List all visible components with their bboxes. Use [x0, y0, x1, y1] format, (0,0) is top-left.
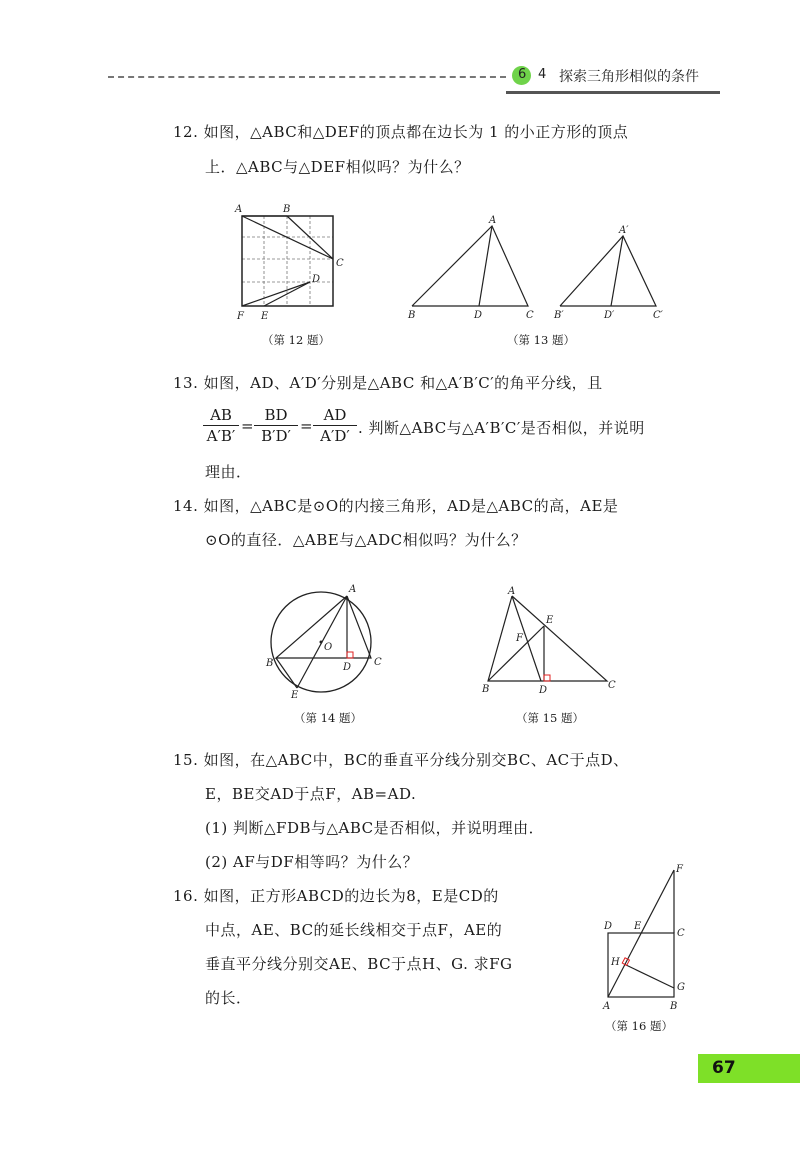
caption-13: （第 13 题）	[507, 333, 575, 347]
f15-label-E: E	[546, 615, 554, 626]
f12-label-A: A	[235, 204, 243, 215]
p16-line4: 的长．	[205, 989, 252, 1007]
p13-line2-rest: . 判断△ABC与△A′B′C′是否相似，并说明	[358, 419, 645, 437]
p13-eq-2: =	[300, 417, 314, 435]
p14-line2: ⊙O的直径．△ABE与△ADC相似吗？为什么？	[205, 531, 527, 549]
p13-fraction-1	[203, 406, 239, 445]
f16-label-H: H	[611, 957, 620, 968]
f13-label-B: B	[408, 310, 416, 321]
f14-label-E: E	[291, 690, 299, 701]
section-number: 6	[518, 67, 527, 82]
f16-label-F: F	[676, 864, 683, 875]
f16-label-C: C	[677, 928, 685, 939]
p16-line2: 中点，AE、BC的延长线相交于点F，AE的	[205, 921, 503, 939]
header-dashed-line	[108, 76, 506, 78]
f15-label-C: C	[608, 680, 616, 691]
p13-frac3-den: A′D′	[320, 427, 350, 445]
f12-label-F: F	[237, 311, 244, 322]
p13-eq-1: =	[241, 417, 255, 435]
f13-label-C2: C′	[653, 310, 663, 321]
f13-label-C: C	[526, 310, 534, 321]
section-title: 探索三角形相似的条件	[559, 69, 699, 85]
f13-label-D: D	[474, 310, 483, 321]
f12-label-C: C	[336, 258, 344, 269]
f13-label-D2: D′	[604, 310, 615, 321]
p12-line1: 12. 如图，△ABC和△DEF的顶点都在边长为 1 的小正方形的顶点	[173, 123, 629, 141]
page-number: 67	[712, 1058, 736, 1078]
f14-label-B: B	[266, 658, 274, 669]
figure-15	[478, 584, 628, 699]
f12-label-D: D	[312, 274, 321, 285]
p14-line1: 14. 如图，△ABC是⊙O的内接三角形，AD是△ABC的高，AE是	[173, 497, 619, 515]
caption-16: （第 16 题）	[605, 1019, 673, 1033]
p13-line1: 13. 如图，AD、A′D′分别是△ABC 和△A′B′C′的角平分线，且	[173, 374, 603, 392]
f16-label-E: E	[634, 921, 642, 932]
f12-label-E: E	[261, 311, 269, 322]
figure-12	[232, 200, 352, 325]
f16-label-B: B	[670, 1001, 678, 1012]
figure-16	[598, 858, 698, 1018]
p15-line3: (1) 判断△FDB与△ABC是否相似，并说明理由．	[205, 819, 545, 837]
f14-label-C: C	[374, 657, 382, 668]
f13-label-A: A	[489, 215, 497, 226]
p13-fraction-2	[254, 406, 298, 445]
f15-label-B: B	[482, 684, 490, 695]
p16-line1: 16. 如图，正方形ABCD的边长为8，E是CD的	[173, 887, 499, 905]
p15-line1: 15. 如图，在△ABC中，BC的垂直平分线分别交BC、AC于点D、	[173, 751, 629, 769]
p13-frac1-num: AB	[210, 406, 232, 424]
f13-label-A2: A′	[619, 225, 629, 236]
p13-frac2-num: BD	[264, 406, 288, 424]
p15-line2: E，BE交AD于点F，AB=AD.	[205, 785, 417, 803]
f15-label-A: A	[508, 586, 516, 597]
p12-line2: 上．△ABC与△DEF相似吗？为什么？	[205, 158, 470, 176]
f12-label-B: B	[283, 204, 291, 215]
f16-label-G: G	[677, 982, 685, 993]
figure-14	[262, 578, 392, 703]
p13-frac3-num: AD	[323, 406, 347, 424]
p16-line3: 垂直平分线分别交AE、BC于点H、G. 求FG	[205, 955, 513, 973]
f14-label-D: D	[343, 662, 352, 673]
f14-label-O: O	[324, 642, 333, 653]
p13-line3: 理由．	[205, 463, 252, 481]
f13-label-B2: B′	[554, 310, 564, 321]
p13-frac2-den: B′D′	[261, 427, 291, 445]
p13-frac1-den: A′B′	[206, 427, 236, 445]
f14-label-A: A	[349, 584, 357, 595]
f15-label-D: D	[539, 685, 548, 696]
figure-13	[402, 212, 682, 322]
p15-line4: (2) AF与DF相等吗？为什么？	[205, 853, 419, 871]
p13-fraction-3	[313, 406, 357, 445]
f16-label-A: A	[603, 1001, 611, 1012]
caption-14: （第 14 题）	[294, 711, 362, 725]
section-subnumber: 4	[538, 67, 547, 82]
f15-label-F: F	[516, 633, 523, 644]
caption-15: （第 15 题）	[516, 711, 584, 725]
f16-label-D: D	[604, 921, 613, 932]
caption-12: （第 12 题）	[262, 333, 330, 347]
